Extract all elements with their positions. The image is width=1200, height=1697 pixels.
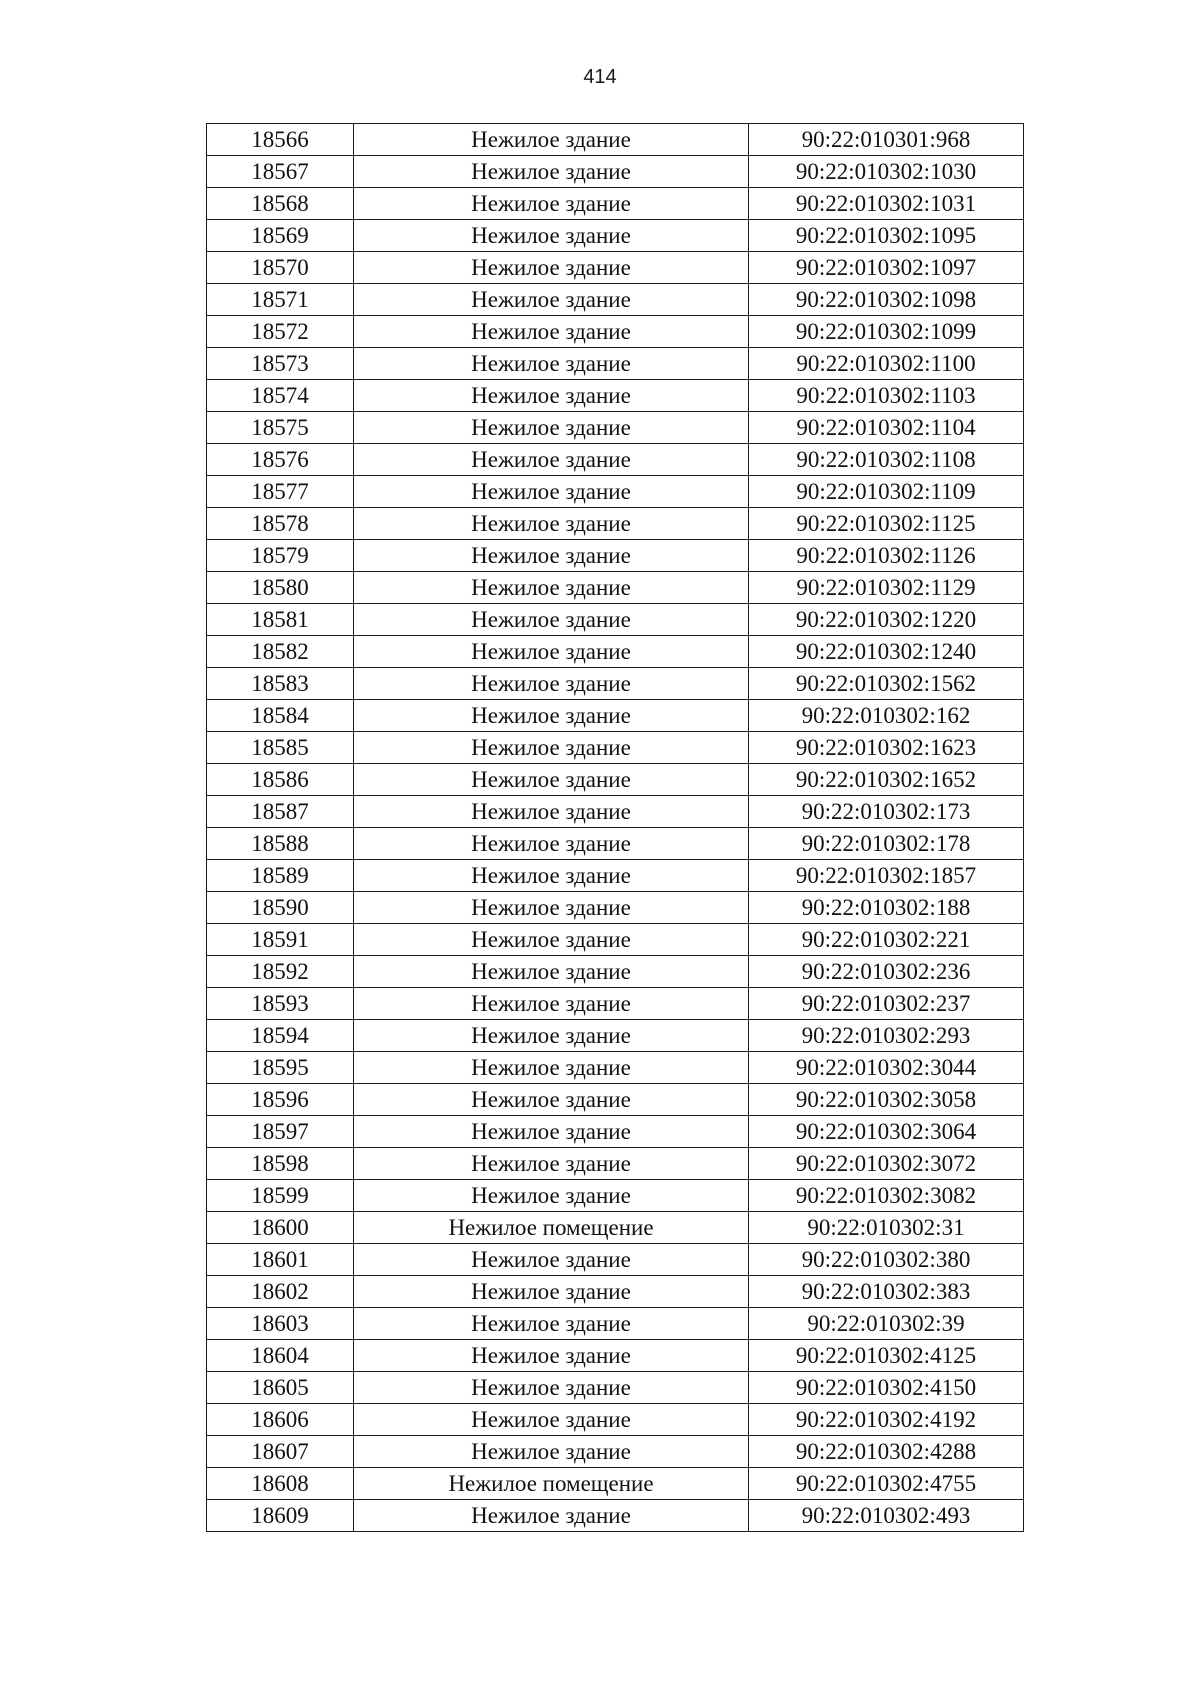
- cadastral-number-cell: 90:22:010302:1030: [749, 156, 1024, 188]
- cadastral-number-cell: 90:22:010302:4288: [749, 1436, 1024, 1468]
- table-row: [207, 284, 1024, 316]
- row-number-cell: 18603: [207, 1308, 354, 1340]
- cadastral-number-cell: 90:22:010302:236: [749, 956, 1024, 988]
- table-row: [207, 956, 1024, 988]
- table-row: [207, 924, 1024, 956]
- table-row: [207, 1084, 1024, 1116]
- cadastral-number-cell: 90:22:010302:162: [749, 700, 1024, 732]
- row-number-cell: 18601: [207, 1244, 354, 1276]
- table-row: [207, 1372, 1024, 1404]
- cadastral-number-cell: 90:22:010302:221: [749, 924, 1024, 956]
- row-number-cell: 18596: [207, 1084, 354, 1116]
- row-number-cell: 18597: [207, 1116, 354, 1148]
- object-type-cell: Нежилое здание: [354, 636, 749, 668]
- table-row: [207, 732, 1024, 764]
- row-number-cell: 18595: [207, 1052, 354, 1084]
- table-row: [207, 1212, 1024, 1244]
- property-registry-table: [206, 123, 1024, 1532]
- cadastral-number-cell: 90:22:010302:1103: [749, 380, 1024, 412]
- object-type-cell: Нежилое здание: [354, 892, 749, 924]
- cadastral-number-cell: 90:22:010302:383: [749, 1276, 1024, 1308]
- object-type-cell: Нежилое здание: [354, 988, 749, 1020]
- table-row: [207, 668, 1024, 700]
- row-number-cell: 18589: [207, 860, 354, 892]
- row-number-cell: 18588: [207, 828, 354, 860]
- object-type-cell: Нежилое здание: [354, 540, 749, 572]
- row-number-cell: 18587: [207, 796, 354, 828]
- cadastral-number-cell: 90:22:010302:1108: [749, 444, 1024, 476]
- row-number-cell: 18567: [207, 156, 354, 188]
- object-type-cell: Нежилое здание: [354, 1052, 749, 1084]
- table-row: [207, 156, 1024, 188]
- row-number-cell: 18578: [207, 508, 354, 540]
- row-number-cell: 18600: [207, 1212, 354, 1244]
- row-number-cell: 18579: [207, 540, 354, 572]
- row-number-cell: 18599: [207, 1180, 354, 1212]
- table-row: [207, 508, 1024, 540]
- row-number-cell: 18580: [207, 572, 354, 604]
- cadastral-number-cell: 90:22:010302:1095: [749, 220, 1024, 252]
- row-number-cell: 18591: [207, 924, 354, 956]
- object-type-cell: Нежилое здание: [354, 252, 749, 284]
- object-type-cell: Нежилое здание: [354, 1372, 749, 1404]
- row-number-cell: 18566: [207, 124, 354, 156]
- cadastral-number-cell: 90:22:010302:4192: [749, 1404, 1024, 1436]
- cadastral-number-cell: 90:22:010302:1099: [749, 316, 1024, 348]
- cadastral-number-cell: 90:22:010302:4755: [749, 1468, 1024, 1500]
- table-row: [207, 796, 1024, 828]
- cadastral-number-cell: 90:22:010302:1240: [749, 636, 1024, 668]
- cadastral-number-cell: 90:22:010302:1031: [749, 188, 1024, 220]
- row-number-cell: 18572: [207, 316, 354, 348]
- row-number-cell: 18609: [207, 1500, 354, 1532]
- object-type-cell: Нежилое здание: [354, 668, 749, 700]
- row-number-cell: 18592: [207, 956, 354, 988]
- row-number-cell: 18577: [207, 476, 354, 508]
- cadastral-number-cell: 90:22:010302:237: [749, 988, 1024, 1020]
- cadastral-number-cell: 90:22:010302:4125: [749, 1340, 1024, 1372]
- table-row: [207, 1180, 1024, 1212]
- row-number-cell: 18570: [207, 252, 354, 284]
- row-number-cell: 18585: [207, 732, 354, 764]
- row-number-cell: 18606: [207, 1404, 354, 1436]
- cadastral-number-cell: 90:22:010302:1129: [749, 572, 1024, 604]
- cadastral-number-cell: 90:22:010302:188: [749, 892, 1024, 924]
- cadastral-number-cell: 90:22:010302:3072: [749, 1148, 1024, 1180]
- object-type-cell: Нежилое здание: [354, 1244, 749, 1276]
- cadastral-number-cell: 90:22:010302:1100: [749, 348, 1024, 380]
- table-row: [207, 1404, 1024, 1436]
- table-row: [207, 1116, 1024, 1148]
- row-number-cell: 18598: [207, 1148, 354, 1180]
- cadastral-number-cell: 90:22:010302:1109: [749, 476, 1024, 508]
- object-type-cell: Нежилое здание: [354, 348, 749, 380]
- object-type-cell: Нежилое здание: [354, 796, 749, 828]
- cadastral-number-cell: 90:22:010302:173: [749, 796, 1024, 828]
- row-number-cell: 18593: [207, 988, 354, 1020]
- object-type-cell: Нежилое здание: [354, 1436, 749, 1468]
- object-type-cell: Нежилое здание: [354, 508, 749, 540]
- table-row: [207, 380, 1024, 412]
- cadastral-number-cell: 90:22:010302:1623: [749, 732, 1024, 764]
- row-number-cell: 18594: [207, 1020, 354, 1052]
- table-row: [207, 476, 1024, 508]
- registry-table-body: [207, 124, 1024, 1532]
- object-type-cell: Нежилое здание: [354, 1148, 749, 1180]
- object-type-cell: Нежилое здание: [354, 1116, 749, 1148]
- object-type-cell: Нежилое здание: [354, 924, 749, 956]
- cadastral-number-cell: 90:22:010302:1125: [749, 508, 1024, 540]
- object-type-cell: Нежилое здание: [354, 1308, 749, 1340]
- row-number-cell: 18605: [207, 1372, 354, 1404]
- object-type-cell: Нежилое здание: [354, 316, 749, 348]
- table-row: [207, 1468, 1024, 1500]
- table-row: [207, 1340, 1024, 1372]
- cadastral-number-cell: 90:22:010302:1652: [749, 764, 1024, 796]
- row-number-cell: 18569: [207, 220, 354, 252]
- row-number-cell: 18576: [207, 444, 354, 476]
- row-number-cell: 18583: [207, 668, 354, 700]
- table-row: [207, 124, 1024, 156]
- object-type-cell: Нежилое здание: [354, 444, 749, 476]
- cadastral-number-cell: 90:22:010302:380: [749, 1244, 1024, 1276]
- cadastral-number-cell: 90:22:010302:1562: [749, 668, 1024, 700]
- table-row: [207, 316, 1024, 348]
- object-type-cell: Нежилое здание: [354, 604, 749, 636]
- object-type-cell: Нежилое здание: [354, 860, 749, 892]
- row-number-cell: 18586: [207, 764, 354, 796]
- object-type-cell: Нежилое здание: [354, 124, 749, 156]
- table-row: [207, 540, 1024, 572]
- row-number-cell: 18590: [207, 892, 354, 924]
- cadastral-number-cell: 90:22:010302:3044: [749, 1052, 1024, 1084]
- cadastral-number-cell: 90:22:010302:1126: [749, 540, 1024, 572]
- table-row: [207, 892, 1024, 924]
- object-type-cell: Нежилое здание: [354, 188, 749, 220]
- row-number-cell: 18574: [207, 380, 354, 412]
- object-type-cell: Нежилое здание: [354, 380, 749, 412]
- row-number-cell: 18571: [207, 284, 354, 316]
- row-number-cell: 18568: [207, 188, 354, 220]
- cadastral-number-cell: 90:22:010302:3058: [749, 1084, 1024, 1116]
- object-type-cell: Нежилое здание: [354, 700, 749, 732]
- object-type-cell: Нежилое здание: [354, 956, 749, 988]
- object-type-cell: Нежилое здание: [354, 1180, 749, 1212]
- table-row: [207, 1308, 1024, 1340]
- cadastral-number-cell: 90:22:010302:4150: [749, 1372, 1024, 1404]
- cadastral-number-cell: 90:22:010302:3082: [749, 1180, 1024, 1212]
- object-type-cell: Нежилое здание: [354, 476, 749, 508]
- object-type-cell: Нежилое здание: [354, 1500, 749, 1532]
- table-row: [207, 1276, 1024, 1308]
- object-type-cell: Нежилое помещение: [354, 1212, 749, 1244]
- object-type-cell: Нежилое помещение: [354, 1468, 749, 1500]
- table-row: [207, 1148, 1024, 1180]
- object-type-cell: Нежилое здание: [354, 732, 749, 764]
- table-row: [207, 1500, 1024, 1532]
- table-row: [207, 1244, 1024, 1276]
- cadastral-number-cell: 90:22:010302:1857: [749, 860, 1024, 892]
- object-type-cell: Нежилое здание: [354, 1276, 749, 1308]
- table-row: [207, 444, 1024, 476]
- table-row: [207, 220, 1024, 252]
- object-type-cell: Нежилое здание: [354, 412, 749, 444]
- row-number-cell: 18582: [207, 636, 354, 668]
- page-number: 414: [583, 66, 617, 88]
- object-type-cell: Нежилое здание: [354, 1340, 749, 1372]
- row-number-cell: 18581: [207, 604, 354, 636]
- cadastral-number-cell: 90:22:010302:1098: [749, 284, 1024, 316]
- object-type-cell: Нежилое здание: [354, 828, 749, 860]
- table-row: [207, 412, 1024, 444]
- row-number-cell: 18575: [207, 412, 354, 444]
- row-number-cell: 18607: [207, 1436, 354, 1468]
- cadastral-number-cell: 90:22:010302:31: [749, 1212, 1024, 1244]
- cadastral-number-cell: 90:22:010302:1220: [749, 604, 1024, 636]
- table-row: [207, 572, 1024, 604]
- table-row: [207, 988, 1024, 1020]
- object-type-cell: Нежилое здание: [354, 1084, 749, 1116]
- cadastral-number-cell: 90:22:010302:1097: [749, 252, 1024, 284]
- cadastral-number-cell: 90:22:010302:493: [749, 1500, 1024, 1532]
- object-type-cell: Нежилое здание: [354, 572, 749, 604]
- object-type-cell: Нежилое здание: [354, 156, 749, 188]
- table-row: [207, 828, 1024, 860]
- cadastral-number-cell: 90:22:010302:293: [749, 1020, 1024, 1052]
- table-row: [207, 188, 1024, 220]
- table-row: [207, 1436, 1024, 1468]
- row-number-cell: 18573: [207, 348, 354, 380]
- object-type-cell: Нежилое здание: [354, 1404, 749, 1436]
- table-row: [207, 1052, 1024, 1084]
- row-number-cell: 18602: [207, 1276, 354, 1308]
- row-number-cell: 18604: [207, 1340, 354, 1372]
- cadastral-number-cell: 90:22:010302:1104: [749, 412, 1024, 444]
- table-row: [207, 636, 1024, 668]
- table-row: [207, 252, 1024, 284]
- cadastral-number-cell: 90:22:010302:39: [749, 1308, 1024, 1340]
- object-type-cell: Нежилое здание: [354, 220, 749, 252]
- row-number-cell: 18584: [207, 700, 354, 732]
- object-type-cell: Нежилое здание: [354, 1020, 749, 1052]
- cadastral-number-cell: 90:22:010302:3064: [749, 1116, 1024, 1148]
- table-row: [207, 1020, 1024, 1052]
- object-type-cell: Нежилое здание: [354, 764, 749, 796]
- table-row: [207, 700, 1024, 732]
- cadastral-number-cell: 90:22:010301:968: [749, 124, 1024, 156]
- table-row: [207, 348, 1024, 380]
- object-type-cell: Нежилое здание: [354, 284, 749, 316]
- table-row: [207, 860, 1024, 892]
- table-row: [207, 764, 1024, 796]
- table-row: [207, 604, 1024, 636]
- row-number-cell: 18608: [207, 1468, 354, 1500]
- cadastral-number-cell: 90:22:010302:178: [749, 828, 1024, 860]
